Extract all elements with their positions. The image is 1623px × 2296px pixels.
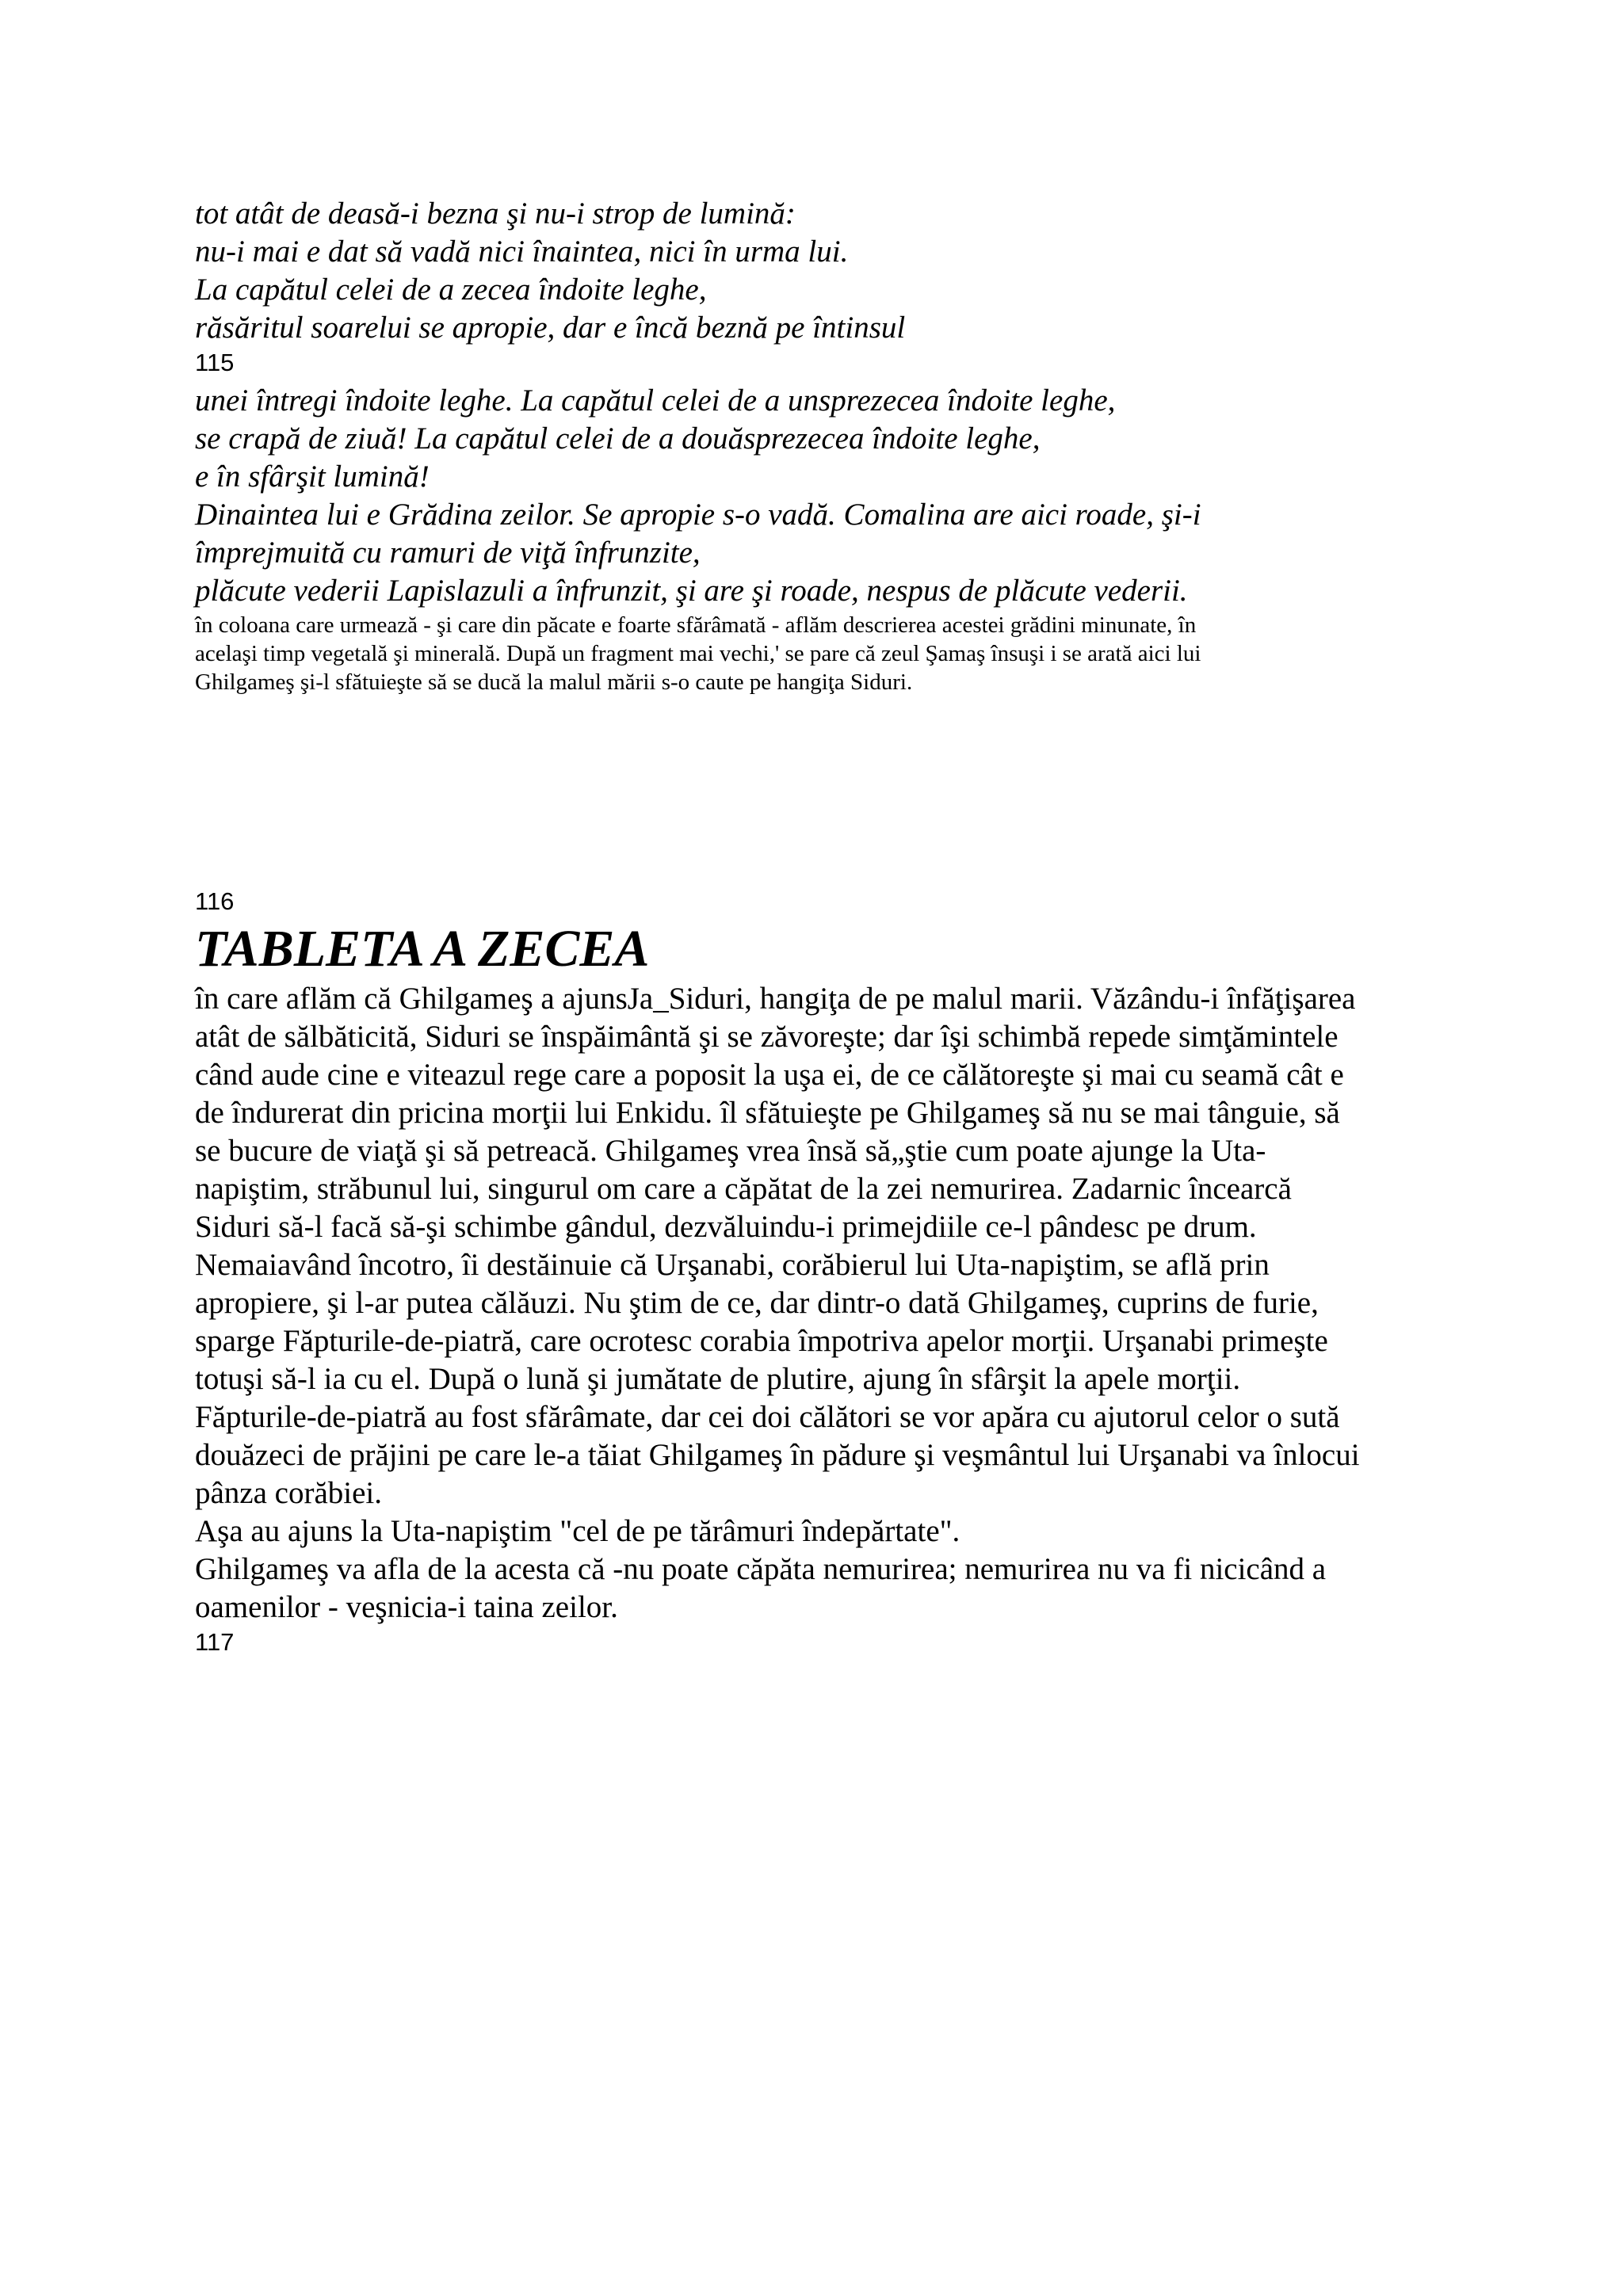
note-line: acelaşi timp vegetală şi minerală. După un fragment mai vechi,' se pare că zeul Şamaş însuşi i se arată aici lui [195,641,1201,666]
prose-line: douăzeci de prăjini pe care le-a tăiat Ghilgameş în pădure şi veşmântul lui Urşanabi va înlocui [195,1438,1360,1472]
verse-line: tot atât de deasă-i bezna şi nu-i strop de lumină: [195,196,796,231]
prose-line: sparge Făpturile-de-piatră, care ocrotesc corabia împotriva apelor morţii. Urşanabi primeşte [195,1324,1328,1358]
verse-line: răsăritul soarelui se apropie, dar e încă beznă pe întinsul [195,311,906,345]
verse-line: La capătul celei de a zecea îndoite leghe, [195,273,707,307]
chapter-title: TABLETA A ZECEA [195,920,650,978]
prose-line: se bucure de viaţă şi să petreacă. Ghilgameş vrea însă să„ştie cum poate ajunge la Uta- [195,1134,1266,1168]
prose-line: totuşi să-l ia cu el. După o lună şi jumătate de plutire, ajung în sfârşit la apele morţii. [195,1362,1241,1396]
prose-line: apropiere, şi l-ar putea călăuzi. Nu ştim de ce, dar dintr-o dată Ghilgameş, cuprins de furie, [195,1286,1319,1320]
note-line: Ghilgameş şi-l sfătuieşte să se ducă la malul mării s-o caute pe hangiţa Siduri. [195,669,913,695]
prose-line: Făpturile-de-piatră au fost sfărâmate, dar cei doi călători se vor apăra cu ajutorul celor o sută [195,1400,1340,1434]
prose-line: atât de sălbăticită, Siduri se înspăimântă şi se zăvoreşte; dar îşi schimbă repede simţămintele [195,1020,1338,1054]
note-line: în coloana care urmează - şi care din păcate e foarte sfărâmată - aflăm descrierea acestei grădini minunate, în [195,612,1197,638]
prose-line: Aşa au ajuns la Uta-napiştim "cel de pe tărâmuri îndepărtate". [195,1514,960,1548]
prose-line: Siduri să-l facă să-şi schimbe gândul, dezvăluindu-i primejdiile ce-l pândesc pe drum. [195,1210,1257,1244]
verse-line: e în sfârşit lumină! [195,460,430,494]
prose-line: de îndurerat din pricina morţii lui Enkidu. îl sfătuieşte pe Ghilgameş să nu se mai tânguie, să [195,1096,1340,1130]
verse-line: nu-i mai e dat să vadă nici înaintea, nici în urma lui. [195,235,849,269]
prose-line: în care aflăm că Ghilgameş a ajunsJa_Siduri, hangiţa de pe malul marii. Văzându-i înfăţişarea [195,982,1356,1016]
prose-line: Nemaiavând încotro, îi destăinuie că Urşanabi, corăbierul lui Uta-napiştim, se află prin [195,1248,1270,1282]
verse-line: plăcute vederii Lapislazuli a înfrunzit, şi are şi roade, nespus de plăcute vederii. [195,574,1188,608]
verse-line: Dinaintea lui e Grădina zeilor. Se apropie s-o vadă. Comalina are aici roade, şi-i [195,498,1201,532]
verse-line: unei întregi îndoite leghe. La capătul celei de a unsprezecea îndoite leghe, [195,383,1116,418]
prose-line: napiştim, străbunul lui, singurul om care a căpătat de la zei nemurirea. Zadarnic încearcă [195,1172,1292,1206]
prose-line: când aude cine e viteazul rege care a poposit la uşa ei, de ce călătoreşte şi mai cu seamă cât e [195,1058,1344,1092]
prose-line: pânza corăbiei. [195,1476,383,1510]
verse-line: se crapă de ziuă! La capătul celei de a douăsprezecea îndoite leghe, [195,421,1041,456]
verse-line: împrejmuită cu ramuri de viţă înfrunzite, [195,536,701,570]
prose-line: oamenilor - veşnicia-i taina zeilor. [195,1590,618,1624]
page-number: 115 [195,349,235,376]
page-number: 116 [195,887,235,915]
prose-line: Ghilgameş va afla de la acesta că -nu poate căpăta nemurirea; nemurirea nu va fi nicicând a [195,1552,1327,1586]
page-number: 117 [195,1628,235,1656]
